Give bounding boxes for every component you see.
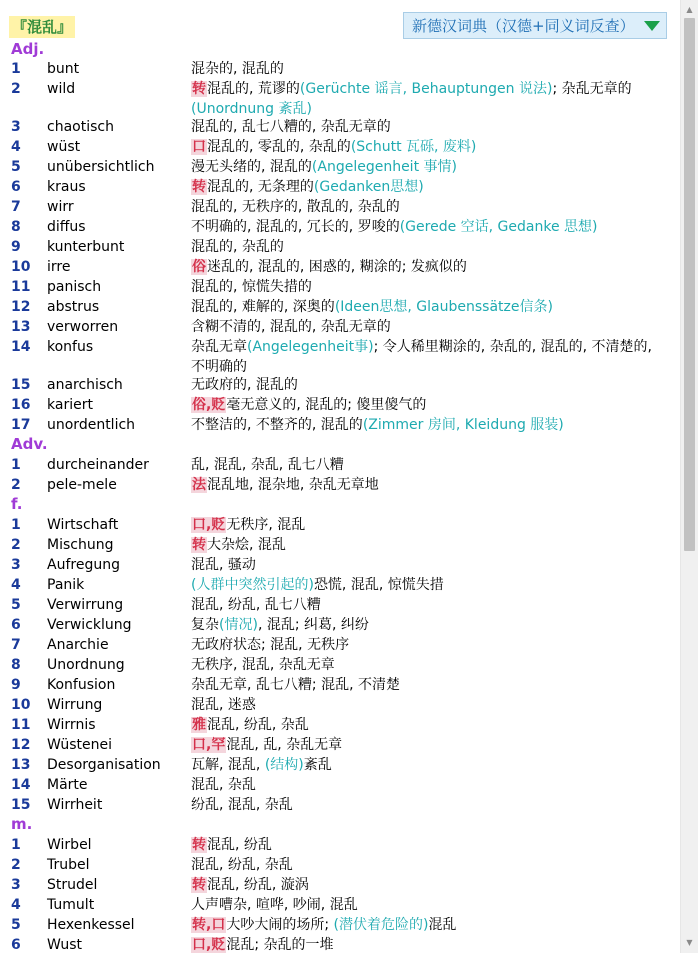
entry-word[interactable]: wild [47, 81, 76, 97]
entry-number: 5 [11, 159, 21, 175]
context-note: (Schutt 瓦砾, 废料) [350, 139, 477, 155]
definition-text: 杂乱无章 [191, 339, 247, 355]
entry-word[interactable]: Wirrung [47, 697, 103, 713]
definition-text: 无秩序, 混乱, 杂乱无章 [191, 657, 335, 673]
entry-definition [191, 375, 661, 395]
definition-text: 纷乱, 混乱, 杂乱 [191, 797, 293, 813]
context-note: (Ideen思想, Glaubenssätze信条) [334, 299, 553, 315]
entry-word[interactable]: unordentlich [47, 417, 136, 433]
entry-definition [191, 875, 661, 895]
entry-definition [191, 177, 661, 197]
definition-text: ; 杂乱无章的 [552, 81, 632, 97]
context-note: (Gedanken思想) [313, 179, 424, 195]
definition-text: 无秩序, 混乱 [226, 517, 306, 533]
entry-word[interactable]: Wirrnis [47, 717, 96, 733]
definition-text: 大杂烩, 混乱 [207, 537, 286, 553]
definition-text: 混乱; 杂乱的一堆 [226, 937, 334, 953]
usage-tag: 转 [192, 81, 206, 97]
usage-tag: 转,口 [192, 917, 226, 933]
definition-text: 混乱的, 零乱的, 杂乱的 [207, 139, 351, 155]
usage-tag: 法 [192, 477, 206, 493]
entry-definition [191, 675, 661, 695]
usage-tag: 俗 [192, 259, 206, 275]
entry-word[interactable]: Mischung [47, 537, 114, 553]
entry-number: 4 [11, 577, 21, 593]
entry-definition [191, 317, 661, 337]
definition-text: 混乱的, 乱七八糟的, 杂乱无章的 [191, 119, 391, 135]
entry-definition [191, 117, 661, 137]
entry-word[interactable]: Wirtschaft [47, 517, 119, 533]
scroll-down-arrow-icon[interactable]: ▼ [686, 938, 693, 947]
entry-number: 2 [11, 81, 21, 97]
definition-text: 大吵大闹的场所; [226, 917, 334, 933]
definition-text: 人声嘈杂, 喧哗, 吵闹, 混乱 [191, 897, 358, 913]
definition-text: 混乱的, 难解的, 深奥的 [191, 299, 335, 315]
usage-tag: 口,贬 [192, 937, 226, 953]
definition-text: 无政府状态; 混乱, 无秩序 [191, 637, 350, 653]
usage-tag: 口,贬 [192, 517, 226, 533]
entry-definition [191, 915, 661, 935]
entry-definition [191, 217, 661, 237]
context-note: (人群中突然引起的) [191, 577, 314, 593]
entry-definition [191, 137, 661, 157]
entry-definition [191, 735, 661, 755]
entry-definition [191, 935, 661, 953]
entry-word[interactable]: Wust [47, 937, 82, 953]
definition-text: 恐慌, 混乱, 惊慌失措 [313, 577, 444, 593]
entry-number: 3 [11, 557, 21, 573]
definition-text: 不明确的, 混乱的, 冗长的, 罗唆的 [191, 219, 400, 235]
entry-word[interactable]: Trubel [47, 857, 90, 873]
definition-text: 混乱的, 惊慌失措的 [191, 279, 312, 295]
definition-text: 混乱, 乱, 杂乱无章 [226, 737, 343, 753]
definition-text: 复杂 [191, 617, 219, 633]
entry-definition [191, 515, 661, 535]
part-of-speech-label: Adv. [11, 435, 48, 453]
entry-definition [191, 535, 661, 555]
entry-definition [191, 595, 661, 615]
context-note: (Gerede 空话, Gedanke 思想) [399, 219, 598, 235]
entry-number: 16 [11, 397, 31, 413]
definition-text: 乱, 混乱, 杂乱, 乱七八糟 [191, 457, 344, 473]
entry-definition [191, 695, 661, 715]
entry-definition [191, 715, 661, 735]
dropdown-arrow-icon[interactable] [644, 21, 660, 31]
usage-tag: 转 [192, 179, 206, 195]
entry-number: 1 [11, 457, 21, 473]
entry-word[interactable]: durcheinander [47, 457, 149, 473]
definition-text: 混乱的, 杂乱的 [191, 239, 284, 255]
entry-definition [191, 855, 661, 875]
entry-definition [191, 835, 661, 855]
definition-text: 混乱, 纷乱 [207, 837, 272, 853]
entry-definition [191, 257, 661, 277]
entry-word[interactable]: irre [47, 259, 71, 275]
entry-word[interactable]: kariert [47, 397, 93, 413]
entry-word[interactable]: Wirrheit [47, 797, 103, 813]
definition-text: 紊乱 [303, 757, 332, 773]
entry-definition [191, 795, 661, 815]
entry-definition [191, 237, 661, 257]
entry-number: 2 [11, 857, 21, 873]
entry-word[interactable]: Tumult [47, 897, 95, 913]
entry-number: 8 [11, 657, 21, 673]
entry-word[interactable]: Wüstenei [47, 737, 112, 753]
context-note: (Gerüchte 谣言, Behauptungen 说法) [299, 81, 553, 97]
part-of-speech-label: m. [11, 815, 33, 833]
entry-definition [191, 455, 661, 475]
context-note: (Angelegenheit 事情) [311, 159, 457, 175]
entry-word[interactable]: pele-mele [47, 477, 117, 493]
entry-definition [191, 79, 661, 119]
entry-word[interactable]: Verwicklung [47, 617, 132, 633]
scrollbar-thumb[interactable] [684, 18, 695, 551]
entry-word[interactable]: unübersichtlich [47, 159, 155, 175]
entry-number: 15 [11, 377, 31, 393]
entry-word[interactable]: bunt [47, 61, 80, 77]
entry-definition [191, 197, 661, 217]
definition-text: 含糊不清的, 混乱的, 杂乱无章的 [191, 319, 391, 335]
entry-number: 14 [11, 339, 31, 355]
entry-number: 10 [11, 697, 31, 713]
context-note: (Zimmer 房间, Kleidung 服装) [362, 417, 564, 433]
entry-word[interactable]: Panik [47, 577, 85, 593]
definition-text: 混乱, 纷乱, 乱七八糟 [191, 597, 321, 613]
entry-definition [191, 475, 661, 495]
entry-word[interactable]: abstrus [47, 299, 100, 315]
entry-number: 4 [11, 897, 21, 913]
entry-number: 8 [11, 219, 21, 235]
definition-text: 混乱, 骚动 [191, 557, 256, 573]
entry-definition [191, 59, 661, 79]
context-note: (情况) [219, 617, 258, 633]
entry-number: 10 [11, 259, 31, 275]
usage-tag: 口,罕 [192, 737, 226, 753]
entry-word[interactable]: Märte [47, 777, 88, 793]
usage-tag: 转 [192, 837, 206, 853]
entry-word[interactable]: Aufregung [47, 557, 120, 573]
dictionary-selector[interactable] [403, 12, 667, 39]
vertical-scrollbar[interactable] [680, 0, 698, 953]
entry-definition [191, 575, 661, 595]
definition-text: 混乱, 迷惑 [191, 697, 256, 713]
entry-word[interactable]: panisch [47, 279, 102, 295]
context-note: (结构) [264, 757, 304, 773]
headword: 『混乱』 [9, 16, 75, 38]
entry-number: 6 [11, 179, 21, 195]
entry-definition [191, 415, 661, 435]
entry-definition [191, 615, 661, 635]
entry-word[interactable]: Verwirrung [47, 597, 124, 613]
entry-number: 13 [11, 757, 31, 773]
definition-text: 混乱, 纷乱, 杂乱 [191, 857, 293, 873]
entry-number: 9 [11, 677, 21, 693]
definition-text: 迷乱的, 混乱的, 困惑的, 糊涂的; 发疯似的 [207, 259, 467, 275]
entry-word[interactable]: kunterbunt [47, 239, 125, 255]
entry-number: 11 [11, 717, 31, 733]
entry-definition [191, 277, 661, 297]
context-note: (Unordnung 紊乱) [191, 101, 312, 117]
definition-text: , 混乱; 纠葛, 纠纷 [257, 617, 369, 633]
entry-number: 1 [11, 61, 21, 77]
entry-definition [191, 337, 661, 377]
entry-number: 2 [11, 537, 21, 553]
usage-tag: 转 [192, 877, 206, 893]
entry-word[interactable]: wirr [47, 199, 74, 215]
usage-tag: 转 [192, 537, 206, 553]
context-note: (Angelegenheit事) [247, 339, 374, 355]
definition-text: 混乱, 纷乱, 杂乱 [207, 717, 309, 733]
definition-text: 不整洁的, 不整齐的, 混乱的 [191, 417, 363, 433]
entry-number: 5 [11, 597, 21, 613]
entry-number: 3 [11, 877, 21, 893]
entry-word[interactable]: Konfusion [47, 677, 116, 693]
entry-number: 3 [11, 119, 21, 135]
entry-number: 5 [11, 917, 21, 933]
definition-text: 杂乱无章, 乱七八糟; 混乱, 不清楚 [191, 677, 400, 693]
entry-word[interactable]: chaotisch [47, 119, 114, 135]
entry-definition [191, 157, 661, 177]
definition-text: 瓦解, 混乱, [191, 757, 265, 773]
entry-word[interactable]: Hexenkessel [47, 917, 135, 933]
entry-definition [191, 635, 661, 655]
scroll-up-arrow-icon[interactable]: ▲ [686, 5, 693, 14]
entry-word[interactable]: Strudel [47, 877, 98, 893]
definition-text: 混乱的, 无条理的 [207, 179, 314, 195]
entry-number: 7 [11, 637, 21, 653]
definition-text: 混乱 [428, 917, 457, 933]
usage-tag: 雅 [192, 717, 206, 733]
entry-word[interactable]: diffus [47, 219, 86, 235]
part-of-speech-label: f. [11, 495, 23, 513]
definition-text: 漫无头绪的, 混乱的 [191, 159, 312, 175]
entry-number: 12 [11, 299, 31, 315]
entry-word[interactable]: Anarchie [47, 637, 109, 653]
entry-number: 17 [11, 417, 31, 433]
entry-number: 7 [11, 199, 21, 215]
definition-text: 混杂的, 混乱的 [191, 61, 284, 77]
entry-definition [191, 395, 661, 415]
entry-number: 11 [11, 279, 31, 295]
definition-text: ; 令人稀里糊涂的, 杂乱的, 混乱的, 不清楚的, 不明确的 [191, 339, 652, 375]
entry-number: 1 [11, 517, 21, 533]
definition-text: 混乱地, 混杂地, 杂乱无章地 [207, 477, 379, 493]
entry-number: 14 [11, 777, 31, 793]
definition-text: 混乱的, 无秩序的, 散乱的, 杂乱的 [191, 199, 400, 215]
part-of-speech-label: Adj. [11, 40, 45, 58]
entry-word[interactable]: Wirbel [47, 837, 92, 853]
entry-definition [191, 775, 661, 795]
entry-word[interactable]: verworren [47, 319, 119, 335]
entry-definition [191, 895, 661, 915]
entry-word[interactable]: Unordnung [47, 657, 125, 673]
definition-text: 混乱, 杂乱 [191, 777, 256, 793]
entry-number: 6 [11, 617, 21, 633]
entry-number: 15 [11, 797, 31, 813]
entry-definition [191, 755, 661, 775]
definition-text: 混乱, 纷乱, 漩涡 [207, 877, 309, 893]
entry-word[interactable]: konfus [47, 339, 94, 355]
entry-number: 13 [11, 319, 31, 335]
dictionary-name: 新德汉词典（汉德+同义词反查） [412, 17, 635, 35]
entry-number: 4 [11, 139, 21, 155]
context-note: (潜伏着危险的) [333, 917, 429, 933]
entry-definition [191, 655, 661, 675]
usage-tag: 口 [192, 139, 206, 155]
entry-definition [191, 555, 661, 575]
entry-word[interactable]: anarchisch [47, 377, 123, 393]
entry-number: 6 [11, 937, 21, 953]
entry-word[interactable]: Desorganisation [47, 757, 161, 773]
entry-word[interactable]: kraus [47, 179, 86, 195]
entry-number: 9 [11, 239, 21, 255]
entry-number: 1 [11, 837, 21, 853]
entry-number: 2 [11, 477, 21, 493]
usage-tag: 俗,贬 [192, 397, 226, 413]
definition-text: 混乱的, 荒谬的 [207, 81, 300, 97]
definition-text: 毫无意义的, 混乱的; 傻里傻气的 [226, 397, 427, 413]
entry-definition [191, 297, 661, 317]
entry-word[interactable]: wüst [47, 139, 81, 155]
entry-number: 12 [11, 737, 31, 753]
definition-text: 无政府的, 混乱的 [191, 377, 298, 393]
